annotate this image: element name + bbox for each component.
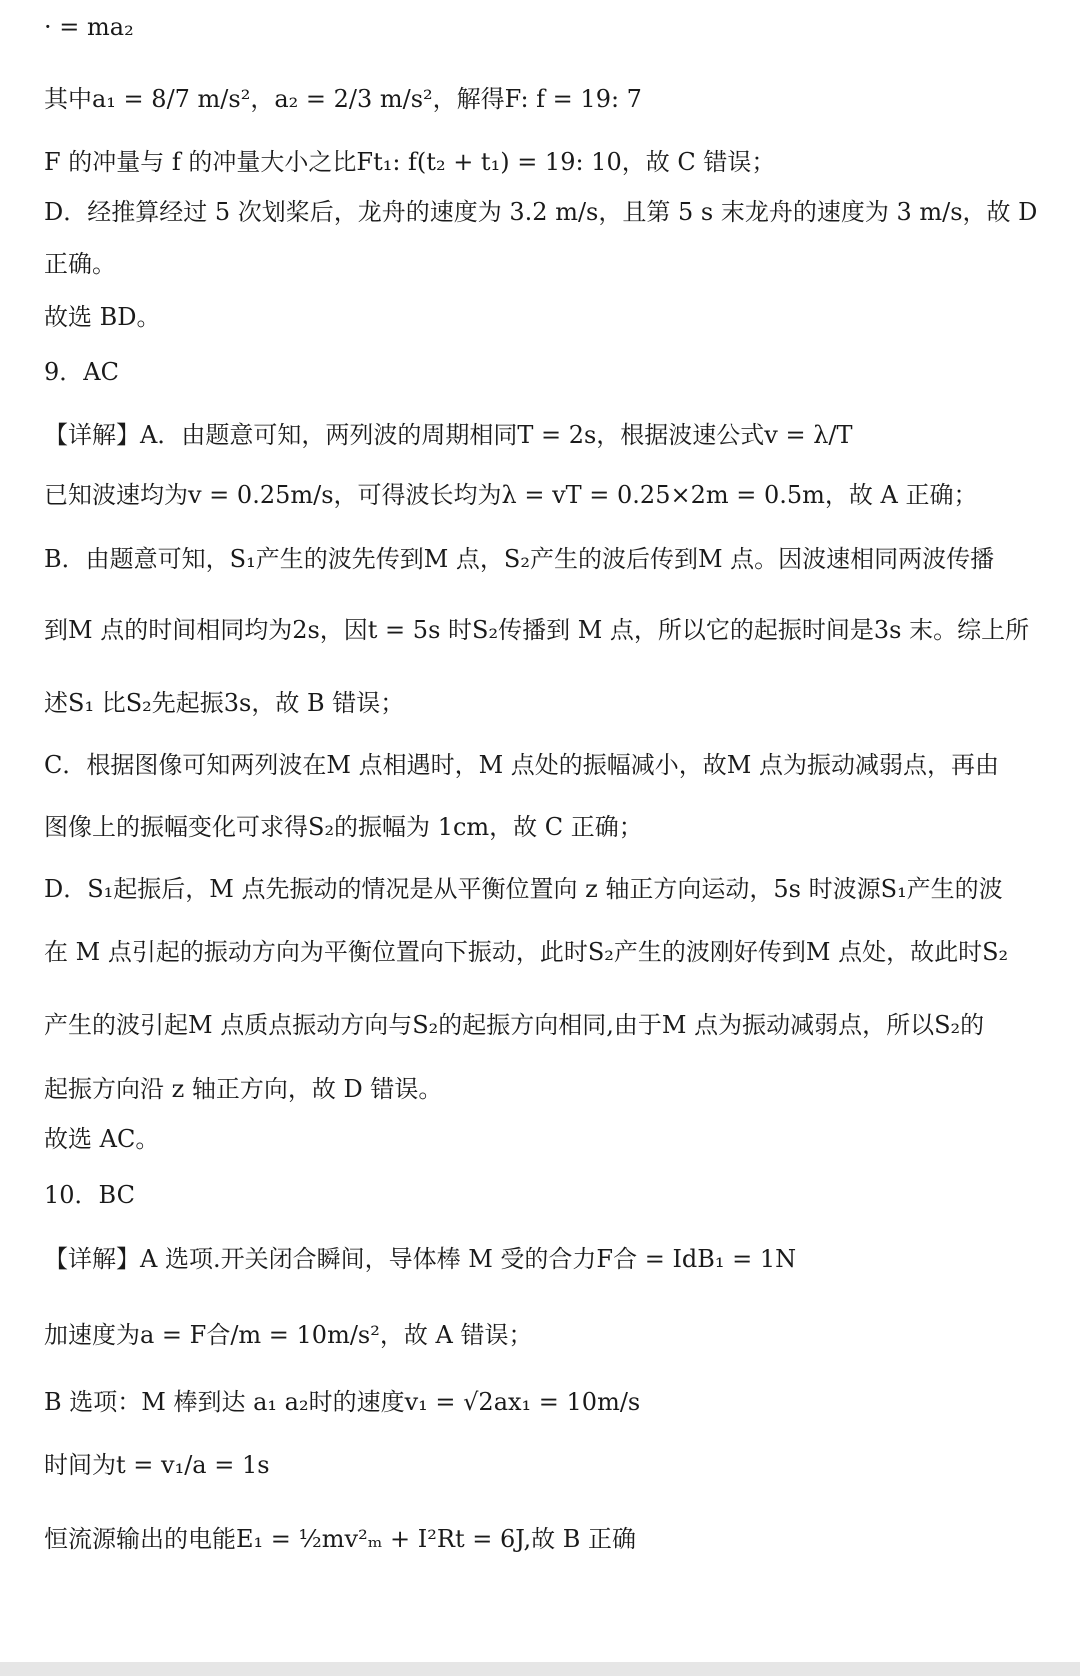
text-line-11: 到M 点的时间相同均为2s，因t = 5s 时S₂传播到 M 点，所以它的起振时间是3s 末。综上所 [44,616,1030,644]
text-line-23: B 选项：M 棒到达 a₁ a₂时的速度v₁ = √2ax₁ = 10m/s [44,1388,641,1416]
question-number-9: 9．AC [44,358,119,386]
text-line-18: 起振方向沿 z 轴正方向，故 D 错误。 [44,1075,443,1103]
text-line-22: 加速度为a = F合/m = 10m/s²，故 A 错误； [44,1321,533,1349]
text-line-25: 恒流源输出的电能E₁ = ½mv²ₘ + I²Rt = 6J,故 B 正确 [44,1525,636,1553]
text-line-13: C．根据图像可知两列波在M 点相遇时，M 点处的振幅减小，故M 点为振动减弱点，再由 [44,751,999,779]
text-line-4: D．经推算经过 5 次划桨后，龙舟的速度为 3.2 m/s，且第 5 s 末龙舟的速度为 3 m/s，故 D [44,198,1038,226]
text-line-10: B．由题意可知，S₁产生的波先传到M 点，S₂产生的波后传到M 点。因波速相同两波传播 [44,545,995,573]
text-line-14: 图像上的振幅变化可求得S₂的振幅为 1cm，故 C 正确； [44,813,643,841]
question-number-10: 10．BC [44,1181,135,1209]
text-line-9: 已知波速均为v = 0.25m/s，可得波长均为λ = vT = 0.25×2m = 0.5m，故 A 正确； [44,481,978,509]
text-line-12: 述S₁ 比S₂先起振3s，故 B 错误； [44,689,405,717]
text-line-15: D．S₁起振后，M 点先振动的情况是从平衡位置向 z 轴正方向运动，5s 时波源S₁产生的波 [44,875,1003,903]
text-line-1: · = ma₂ [44,13,134,41]
text-line-21: 【详解】A 选项.开关闭合瞬间，导体棒 M 受的合力F合 = IdB₁ = 1N [44,1245,797,1273]
text-line-8: 【详解】A．由题意可知，两列波的周期相同T = 2s，根据波速公式v = λ/T [44,421,853,449]
text-line-2: 其中a₁ = 8/7 m/s²，a₂ = 2/3 m/s²，解得F: f = 19: 7 [44,85,642,113]
text-line-24: 时间为t = v₁/a = 1s [44,1451,270,1479]
text-line-5: 正确。 [44,250,116,278]
text-line-3: F 的冲量与 f 的冲量大小之比Ft₁: f(t₂ + t₁) = 19: 10，故 C 错误； [44,148,776,176]
page-bottom-edge [0,1662,1080,1676]
text-line-17: 产生的波引起M 点质点振动方向与S₂的起振方向相同,由于M 点为振动减弱点，所以S₂的 [44,1011,985,1039]
text-line-19: 故选 AC。 [44,1125,160,1153]
text-line-6: 故选 BD。 [44,303,161,331]
text-line-16: 在 M 点引起的振动方向为平衡位置向下振动，此时S₂产生的波刚好传到M 点处，故此时S₂ [44,938,1009,966]
